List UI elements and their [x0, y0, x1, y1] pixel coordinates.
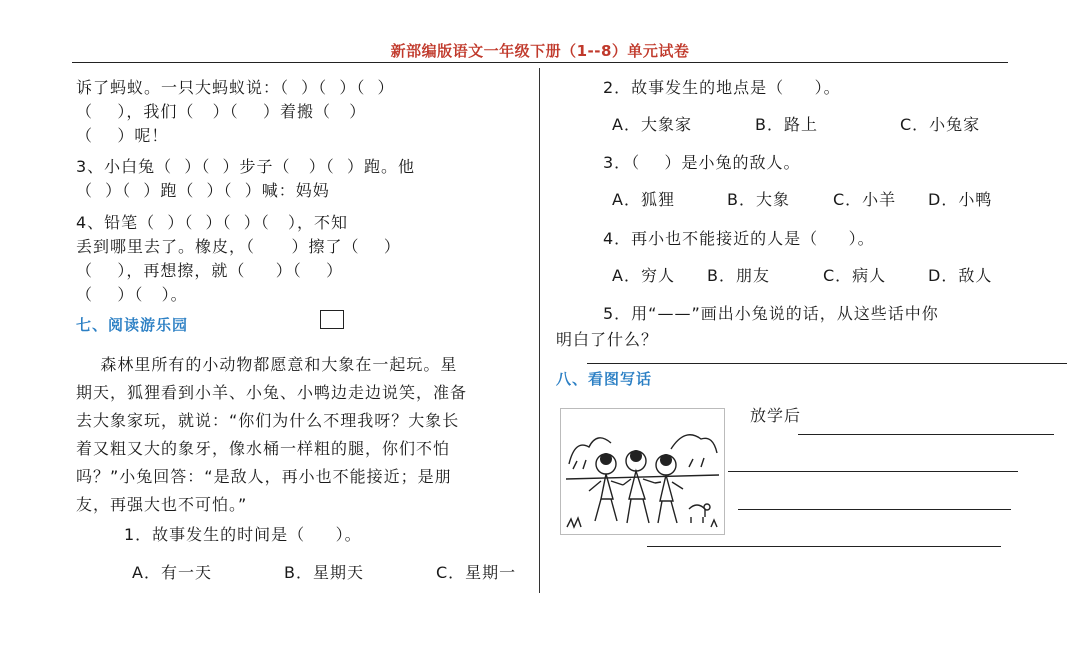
passage-line-2: 期天，狐狸看到小羊、小兔、小鸭边走边说笑，准备 [76, 383, 468, 402]
q3-option-a[interactable]: A．狐狸 [612, 190, 675, 209]
q3-line-1: 3、小白兔（ ）（ ）步子（ ）（ ）跑。他 [76, 157, 415, 176]
q4-line-1: 4、铅笔（ ）（ ）（ ）（ ），不知 [76, 213, 348, 232]
q3-stem: 3．（ ）是小兔的敌人。 [603, 153, 801, 172]
q5-answer-line[interactable] [587, 363, 1067, 364]
page-header-title: 新部编版语文一年级下册（1--8）单元试卷 [390, 42, 690, 60]
writing-prompt: 放学后 [750, 406, 802, 425]
column-divider [539, 68, 540, 593]
q3-option-c[interactable]: C．小羊 [833, 190, 897, 209]
q1-stem: 1．故事发生的时间是（ ）。 [124, 525, 362, 544]
q4-stem: 4．再小也不能接近的人是（ ）。 [603, 229, 875, 248]
score-box[interactable] [320, 310, 344, 329]
children-drawing-icon [561, 409, 724, 534]
q3-option-b[interactable]: B．大象 [727, 190, 790, 209]
passage-line-1: 森林里所有的小动物都愿意和大象在一起玩。星 [76, 355, 458, 374]
header-rule [72, 62, 1008, 63]
q3-line-2: （ ）（ ）跑（ ）（ ）喊：妈妈 [76, 181, 330, 200]
intro-line-2: （ ），我们（ ）（ ）着搬（ ） [76, 102, 367, 121]
q4-line-3: （ ），再想擦，就（ ）（ ） [76, 261, 344, 280]
q2-option-b[interactable]: B．路上 [755, 115, 818, 134]
writing-line-1[interactable] [798, 434, 1054, 435]
illustration-children-after-school [560, 408, 725, 535]
intro-line-1: 诉了蚂蚁。一只大蚂蚁说：（ ）（ ）（ ） [76, 78, 395, 97]
q4-option-d[interactable]: D．敌人 [928, 266, 993, 285]
q5-line-2: 明白了什么？ [556, 330, 659, 349]
intro-line-3: （ ）呢！ [76, 126, 169, 145]
q4-option-a[interactable]: A．穷人 [612, 266, 675, 285]
passage-line-3: 去大象家玩，就说：“你们为什么不理我呀？大象长 [76, 411, 460, 430]
q4-option-c[interactable]: C．病人 [823, 266, 887, 285]
q2-option-c[interactable]: C．小兔家 [900, 115, 981, 134]
passage-line-6: 友，再强大也不可怕。” [76, 495, 248, 514]
q3-option-d[interactable]: D．小鸭 [928, 190, 993, 209]
q1-option-b[interactable]: B．星期天 [284, 563, 364, 582]
q4-option-b[interactable]: B．朋友 [707, 266, 770, 285]
q1-option-c[interactable]: C．星期一 [436, 563, 517, 582]
q2-stem: 2．故事发生的地点是（ ）。 [603, 78, 841, 97]
section-8-title: 八、看图写话 [556, 370, 653, 388]
q5-line-1: 5．用“——”画出小兔说的话，从这些话中你 [603, 304, 939, 323]
passage-line-4: 着又粗又大的象牙，像水桶一样粗的腿，你们不怕 [76, 439, 451, 458]
writing-line-2[interactable] [728, 471, 1018, 472]
q1-option-a[interactable]: A．有一天 [132, 563, 212, 582]
writing-line-3[interactable] [738, 509, 1011, 510]
passage-line-5: 吗？”小兔回答：“是敌人，再小也不能接近；是朋 [76, 467, 452, 486]
section-7-title: 七、阅读游乐园 [76, 316, 189, 334]
q2-option-a[interactable]: A．大象家 [612, 115, 692, 134]
q4-line-4: （ ）（ ）。 [76, 285, 188, 304]
writing-line-4[interactable] [647, 546, 1001, 547]
q4-line-2: 丢到哪里去了。橡皮，（ ）擦了（ ） [76, 237, 401, 256]
